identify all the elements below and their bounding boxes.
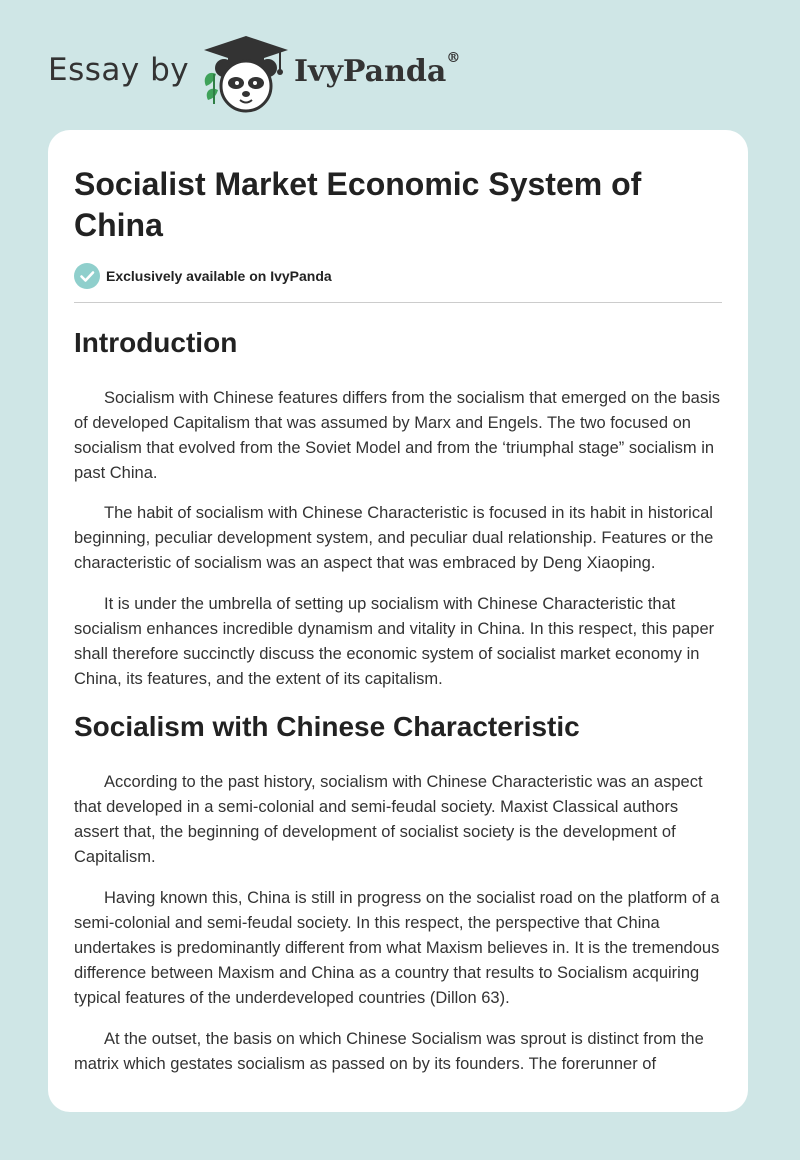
brand-name-text: IvyPanda bbox=[294, 54, 447, 89]
title-divider bbox=[74, 302, 722, 303]
paragraph: The habit of socialism with Chinese Characteristic is focused in its habit in historical beginning, peculiar development system, and peculiar dual relationship. Features or the characteristic of socialism was an aspect that was embraced by Deng Xiaoping. bbox=[74, 504, 714, 572]
site-header bbox=[48, 30, 508, 114]
brand-prefix: Essay by bbox=[48, 52, 190, 88]
paragraph: Having known this, China is still in progress on the socialist road on the platform of a semi-colonial and semi-feudal society. In this respect, the perspective that China undertakes is predominantly different from what Maxism believes in. It is the tremendous difference between Maxism and China as a country that results to Socialism acquiring typical features of the underdeveloped countries (Dillon 63). bbox=[74, 889, 720, 1007]
brand-name[interactable] bbox=[294, 50, 461, 89]
panda-graduate-logo-icon[interactable] bbox=[200, 30, 292, 114]
exclusive-badge bbox=[74, 263, 332, 289]
paragraph: It is under the umbrella of setting up socialism with Chinese Characteristic that socialism enhances incredible dynamism and vitality in China. In this respect, this paper shall therefore succinctly discuss the economic system of socialist market economy in China, its features, and the extent of its capitalism. bbox=[74, 595, 715, 688]
essay-card bbox=[48, 130, 748, 1112]
page-title: Socialist Market Economic System of China bbox=[74, 166, 642, 243]
section-heading-introduction: Introduction bbox=[74, 327, 238, 358]
paragraph: At the outset, the basis on which Chinese Socialism was sprout is distinct from the matrix which gestates socialism as passed on by its founders. The forerunner of bbox=[74, 1030, 704, 1073]
section-heading-socialism-chinese-characteristic: Socialism with Chinese Characteristic bbox=[74, 711, 580, 742]
exclusive-badge-text: Exclusively available on IvyPanda bbox=[106, 268, 332, 284]
paragraph: Socialism with Chinese features differs from the socialism that emerged on the basis of developed Capitalism that was assumed by Marx and Engels. The two focused on socialism that evolved from the Soviet Model and from the ‘triumphal stage” socialism in past China. bbox=[74, 389, 720, 482]
check-circle-icon bbox=[74, 263, 100, 289]
registered-mark: ® bbox=[446, 50, 461, 66]
paragraph: According to the past history, socialism with Chinese Characteristic was an aspect that developed in a semi-colonial and semi-feudal society. Maxist Classical authors assert that, the beginning of development of socialist society is the development of Capitalism. bbox=[74, 773, 703, 866]
